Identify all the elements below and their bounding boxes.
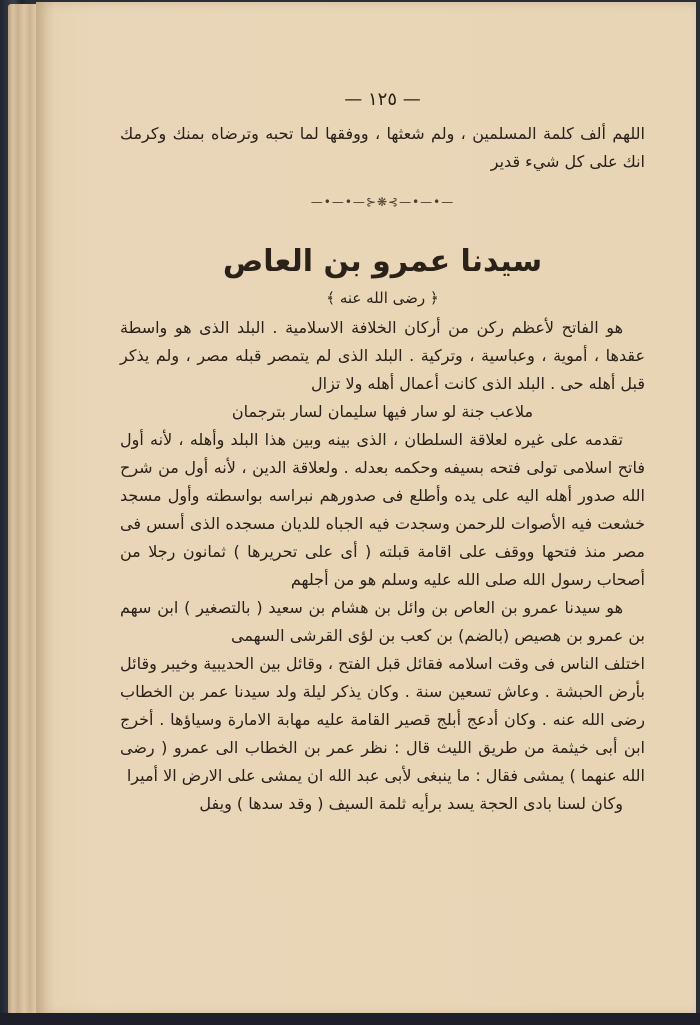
paragraph-5: وكان لسنا بادى الحجة يسد برأيه ثلمة السيف ( وقد سدها ) ويفل <box>199 794 623 813</box>
paragraph-3: هو سيدنا عمرو بن العاص بن وائل بن هشام بن سعيد ( بالتصغير ) ابن سهم بن عمرو بن هصيص (بالضم) بن كعب بن لؤى القرشى السهمى <box>120 598 645 645</box>
verse-line: ملاعب جنة لو سار فيها سليمان لسار بترجمان <box>231 402 534 421</box>
section-subheading: ﴿ رضى الله عنه ﴾ <box>326 289 439 307</box>
section-heading: سيدنا عمرو بن العاص <box>222 244 543 279</box>
paragraph-2: تقدمه على غيره لعلاقة السلطان ، الذى بينه وبين هذا البلد وأهله ، لأنه أول فاتح اسلامى تولى فتحه بسيفه وحكمه بعدله . ولعلاقة الدين ، لأنه أول من شرح الله صدور أهله اليه على يده وأطلع فى صدورهم نبراسه بواسطته وأول مسجد خشعت فيه الأصوات للرحمن وسجدت فيه الجباه للديان مسجده الذى أسس فى مصر منذ فتحها ووقف على اقامة قبلته ( أى على تحريرها ) ثمانون رجلا من أصحاب رسول الله صلى الله عليه وسلم هو من أجلهم <box>120 430 645 589</box>
ornamental-divider: —•—•—⊱❋⊰—•—•— <box>310 195 455 209</box>
page-content <box>120 86 645 818</box>
paragraph-4: اختلف الناس فى وقت اسلامه فقائل قبل الفتح ، وقائل بين الحديبية وخيبر وقائل بأرض الحبشة . وعاش تسعين سنة . وكان يذكر ليلة ولد سيدنا عمر بن الخطاب رضى الله عنه . وكان أدعج أبلج قصير القامة عليه مهابة الامارة وسياؤها . أخرج ابن أبى خيثمة من طريق الليث قال : نظر عمر بن الخطاب الى عمرو ( رضى الله عنهما ) يمشى فقال : ما ينبغى لأبى عبد الله ان يمشى على الارض الا أميرا <box>120 654 645 785</box>
paragraph-1: هو الفاتح لأعظم ركن من أركان الخلافة الاسلامية . البلد الذى هو واسطة عقدها ، أموية ، وعباسية ، وتركية . البلد الذى لم يتمصر قبله مصر ، ولم يذكر قبل أهله حى . البلد الذى كانت أعمال أهله ولا تزال <box>120 318 645 393</box>
opening-prayer: اللهم ألف كلمة المسلمين ، ولم شعثها ، ووفقها لما تحبه وترضاه بمنك وكرمك انك على كل شيء قدير <box>120 124 645 171</box>
bottom-edge <box>0 1013 700 1025</box>
page-number: — ١٢٥ — <box>344 89 421 110</box>
page-stack-edge <box>8 4 38 1016</box>
